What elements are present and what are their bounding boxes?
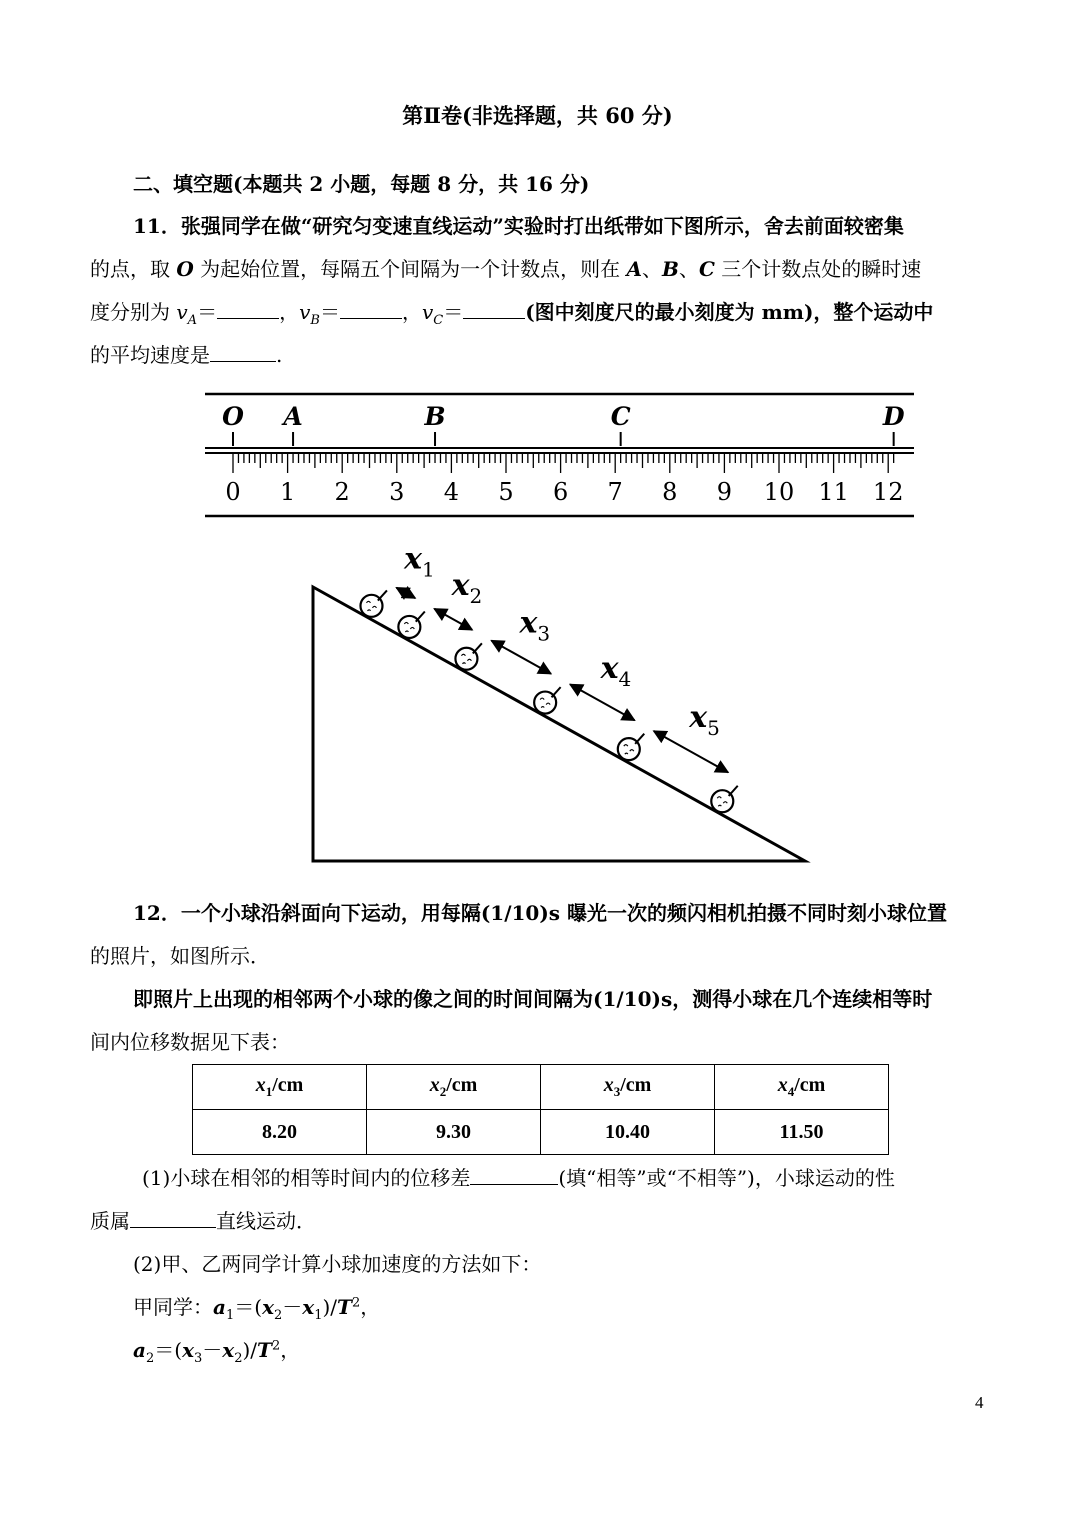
count-point-label: B xyxy=(424,402,446,431)
q12-sub1-text-a: (1)小球在相邻的相等时间内的位移差 xyxy=(142,1166,471,1190)
table-row xyxy=(193,1110,889,1155)
q12-line4: 间内位移数据见下表： xyxy=(90,1030,290,1054)
ruler-scale-label: 7 xyxy=(607,478,623,506)
q12-sub2: (2)甲、乙两同学计算小球加速度的方法如下： xyxy=(133,1252,542,1276)
q11-text-2c: 三个计数点处的瞬时速 xyxy=(714,257,922,281)
formula-a1: 甲同学：$a_1=(x_2-x_1)/T^2$， xyxy=(133,1295,381,1323)
ruler-scale-label: 6 xyxy=(552,478,569,506)
q11-line2 xyxy=(90,253,921,282)
q12-sub1-text-c: 质属 xyxy=(90,1209,130,1233)
blank-vA[interactable] xyxy=(217,300,279,319)
q12-text-3: 即照片上出现的相邻两个小球的像之间的时间间隔为(1/10)s，测得小球在几个连续相等时 xyxy=(133,987,933,1011)
point-B-ref: B xyxy=(662,257,679,281)
comma: ， xyxy=(401,300,422,324)
ruler-scale-label: 8 xyxy=(662,478,678,506)
q12-sub1-text-b: (填“相等”或“不相等”)，小球运动的性 xyxy=(558,1166,895,1190)
ball xyxy=(455,643,481,669)
equals: ＝ xyxy=(443,300,464,324)
q11-line1 xyxy=(133,210,904,239)
ruler-scale-labels xyxy=(225,478,903,506)
blank-vB[interactable] xyxy=(340,300,402,319)
point-A-ref: A xyxy=(626,257,643,281)
table-header-cell: $x_2/cm$ xyxy=(367,1065,541,1110)
q11-text-1: 11．张强同学在做“研究匀变速直线运动”实验时打出纸带如下图所示，舍去前面较密集 xyxy=(133,214,904,238)
sep: 、 xyxy=(642,257,663,281)
q12-line1 xyxy=(133,897,947,926)
displacement-label: $x_2$ xyxy=(451,567,483,608)
displacement-label: $x_3$ xyxy=(519,605,551,646)
q11-text-3end: (图中刻度尺的最小刻度为 mm)，整个运动中 xyxy=(525,300,934,324)
q11-text-2b: 为起始位置，每隔五个间隔为一个计数点，则在 xyxy=(193,257,627,281)
incline-figure xyxy=(300,545,820,875)
sub-A: A xyxy=(187,313,198,328)
displacement-arrows xyxy=(396,588,728,773)
equals: ＝ xyxy=(197,300,218,324)
point-C-ref: C xyxy=(698,257,715,281)
q12-text-1: 12．一个小球沿斜面向下运动，用每隔(1/10)s 曝光一次的频闪相机拍摄不同时刻小球位置 xyxy=(133,901,948,925)
q12-line2: 的照片，如图所示． xyxy=(90,944,270,968)
ball xyxy=(618,734,644,760)
q12-line3 xyxy=(133,983,932,1012)
displacement-label: $x_5$ xyxy=(689,700,720,741)
ball xyxy=(534,687,560,713)
count-point-label: A xyxy=(283,402,303,431)
ruler-scale-label: 3 xyxy=(389,478,405,506)
table-header-cell: $x_4/cm$ xyxy=(715,1065,889,1110)
ruler-scale-label: 10 xyxy=(763,478,795,506)
ruler-scale-label: 9 xyxy=(716,478,733,506)
ruler-scale-label: 12 xyxy=(872,478,904,506)
table-cell: 9.30 xyxy=(367,1110,541,1155)
q12-sub1-line1 xyxy=(142,1162,895,1191)
part-heading: 二、填空题(本题共 2 小题，每题 8 分，共 16 分) xyxy=(133,172,590,196)
table-cell: 8.20 xyxy=(193,1110,367,1155)
ruler-scale-label: 0 xyxy=(225,478,241,506)
ruler-scale-label: 2 xyxy=(334,478,350,506)
q11-text-4a: 的平均速度是 xyxy=(90,343,210,367)
sub-C: C xyxy=(433,313,444,328)
ruler-figure xyxy=(200,388,920,523)
section-title: 第Ⅱ卷(非选择题，共 60 分) xyxy=(402,103,673,128)
blank-motion-type[interactable] xyxy=(130,1209,216,1228)
incline-triangle xyxy=(313,587,805,861)
ball xyxy=(711,786,737,812)
point-O-ref: O xyxy=(176,257,194,281)
sep: 、 xyxy=(678,257,699,281)
count-point-label: O xyxy=(222,402,244,431)
ball xyxy=(398,612,424,638)
blank-displacement-difference[interactable] xyxy=(470,1166,558,1185)
equals: ＝ xyxy=(319,300,340,324)
displacement-arrow xyxy=(434,609,472,630)
comma: ， xyxy=(279,300,300,324)
displacement-labels xyxy=(403,545,720,740)
jia-label: 甲同学： xyxy=(133,1295,213,1319)
formula-a2: $a_2=(x_3-x_2)/T^2$， xyxy=(133,1338,301,1366)
displacement-table xyxy=(192,1064,889,1155)
ruler-scale-label: 1 xyxy=(279,478,296,506)
displacement-label: $x_1$ xyxy=(404,545,435,582)
blank-vC[interactable] xyxy=(463,300,525,319)
ruler-count-points xyxy=(222,402,905,446)
sub-B: B xyxy=(310,313,320,328)
q12-sub1-text-d: 直线运动． xyxy=(216,1209,316,1233)
q12-sub1-line2 xyxy=(90,1205,316,1234)
ball xyxy=(360,590,386,616)
ruler-ticks xyxy=(233,453,894,473)
count-point-label: D xyxy=(882,402,905,431)
q11-text-2a: 的点，取 xyxy=(90,257,177,281)
ruler-scale-label: 11 xyxy=(818,478,849,506)
ruler-scale-label: 5 xyxy=(498,478,514,506)
table-header-cell: $x_3/cm$ xyxy=(541,1065,715,1110)
displacement-arrow xyxy=(396,588,415,598)
var-v: v xyxy=(176,300,188,324)
q11-line4 xyxy=(90,339,282,368)
var-v: v xyxy=(299,300,311,324)
table-header-cell: $x_1/cm$ xyxy=(193,1065,367,1110)
displacement-label: $x_4$ xyxy=(600,650,632,691)
table-cell: 11.50 xyxy=(715,1110,889,1155)
table-cell: 10.40 xyxy=(541,1110,715,1155)
blank-avg-velocity[interactable] xyxy=(210,343,276,362)
q11-line3 xyxy=(90,296,933,328)
q11-text-3a: 度分别为 xyxy=(90,300,177,324)
count-point-label: C xyxy=(610,402,631,431)
table-header-row xyxy=(193,1065,889,1110)
page-number: 4 xyxy=(975,1393,984,1412)
var-v: v xyxy=(421,300,434,324)
ruler-scale-label: 4 xyxy=(443,478,460,506)
period: . xyxy=(276,343,283,367)
